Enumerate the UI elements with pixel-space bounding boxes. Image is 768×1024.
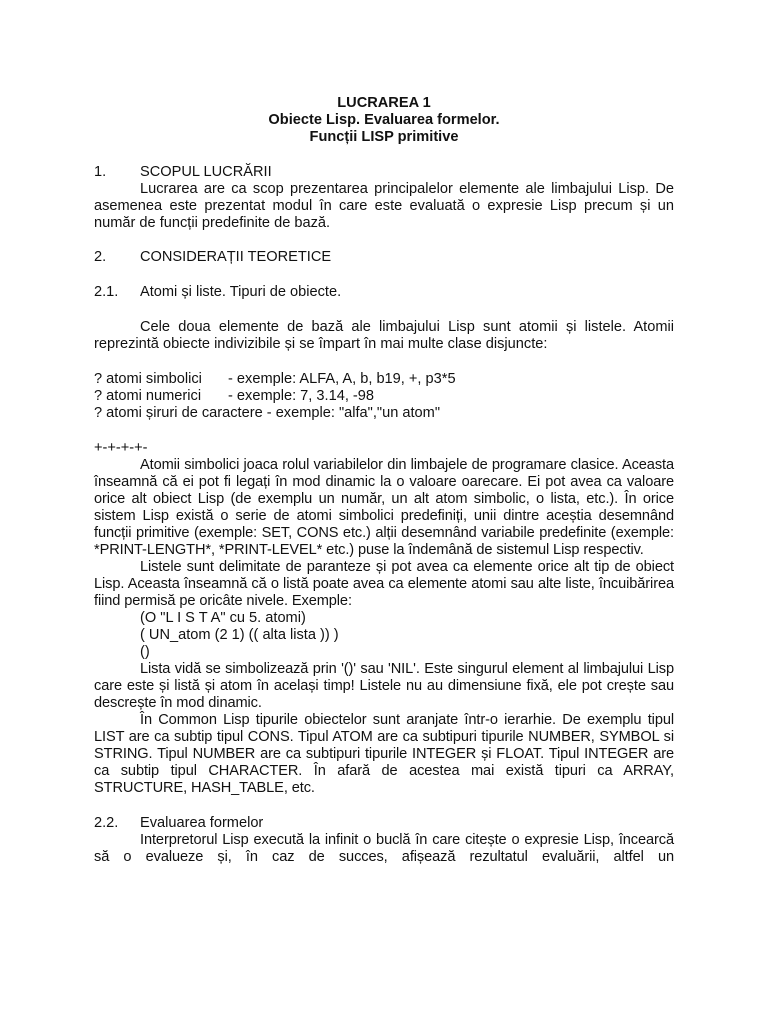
atom-type-name: ? atomi șiruri de caractere bbox=[94, 405, 263, 421]
atom-type-item bbox=[94, 371, 674, 388]
symbolic-atoms-paragraph: Atomii simbolici joaca rolul variabilelor din limbajele de programare clasice. Aceasta înseamnă că ei pot fi legați în mod dinamic la o valoare oarecare. Ei pot avea ca valoare orice alt obiect Lisp (de exemplu un număr, un alt atom simbolic, o lista, etc.). În orice sistem Lisp există o serie de atomi simbolici predefiniți, unii dintre aceștia desemnând funcții primitive (exemple: SET, CONS etc.) alții desemnând variabile predefinite (exemple: *PRINT-LENGTH*, *PRINT-LEVEL* etc.) puse la îndemână de sistemul Lisp respectiv. bbox=[94, 457, 674, 558]
section-title: Atomi și liste. Tipuri de obiecte. bbox=[140, 284, 342, 300]
section-2-1-heading bbox=[94, 284, 674, 301]
types-paragraph: În Common Lisp tipurile obiectelor sunt aranjate într-o ierarhie. De exemplu tipul LIST are ca subtip tipul CONS. Tipul ATOM are ca subtipuri tipurile NUMBER, SYMBOL si STRING. Tipul NUMBER are ca subtipuri tipurile INTEGER și FLOAT. Tipul INTEGER are ca subtip tipul CHARACTER. În afară de acestea mai există tipuri ca ARRAY, STRUCTURE, HASH_TABLE, etc. bbox=[94, 712, 674, 796]
atoms-intro-paragraph: Cele doua elemente de bază ale limbajului Lisp sunt atomii și listele. Atomii reprezintă obiecte indivizibile și se împart în mai multe clase disjuncte: bbox=[94, 319, 674, 352]
section-title: Evaluarea formelor bbox=[140, 815, 264, 831]
atom-type-desc: - exemple: 7, 3.14, -98 bbox=[228, 388, 375, 404]
list-example: ( UN_atom (2 1) (( alta lista )) ) bbox=[140, 627, 339, 643]
document-subtitle: Obiecte Lisp. Evaluarea formelor. bbox=[268, 112, 500, 128]
document-subtitle-functions: Funcții LISP primitive bbox=[309, 129, 459, 145]
section-2-heading bbox=[94, 249, 674, 266]
atom-type-desc: - exemple: ALFA, A, b, b19, +, p3*5 bbox=[228, 371, 456, 387]
document-page bbox=[94, 95, 674, 866]
section-number: 2.1. bbox=[94, 284, 119, 300]
section-number: 1. bbox=[94, 164, 107, 180]
section-1-paragraph: Lucrarea are ca scop prezentarea principalelor elemente ale limbajului Lisp. De asemenea este prezentat modul în care este evaluată o expresie Lisp precum și un număr de funcții predefinite de bază. bbox=[94, 181, 674, 231]
section-1-heading bbox=[94, 164, 674, 181]
atom-type-name: ? atomi simbolici bbox=[94, 371, 202, 387]
document-title: LUCRAREA 1 bbox=[337, 95, 431, 111]
section-number: 2.2. bbox=[94, 815, 119, 831]
section-number: 2. bbox=[94, 249, 107, 265]
atom-type-desc: - exemple: "alfa","un atom" bbox=[262, 405, 440, 421]
list-example: () bbox=[140, 644, 150, 660]
section-title: CONSIDERAȚII TEORETICE bbox=[140, 249, 332, 265]
section-2-2-heading bbox=[94, 815, 674, 832]
list-example: (O "L I S T A" cu 5. atomi) bbox=[140, 610, 306, 626]
lists-paragraph: Listele sunt delimitate de paranteze și pot avea ca elemente orice alt tip de obiect Lisp. Aceasta înseamnă că o listă poate avea ca elemente atomi sau alte liste, încuibărirea fiind permisă pe oricâte nivele. Exemple: bbox=[94, 559, 674, 609]
atom-type-item bbox=[94, 405, 674, 422]
atom-type-item bbox=[94, 388, 674, 405]
atom-type-name: ? atomi numerici bbox=[94, 388, 202, 404]
empty-list-paragraph: Lista vidă se simbolizează prin '()' sau 'NIL'. Este singurul element al limbajului Lisp care este și listă și atom în același timp! Listele nu au dimensiune fixă, ele pot crește sau descrește în mod dinamic. bbox=[94, 661, 674, 711]
separator-line: +-+-+-+- bbox=[94, 440, 148, 456]
section-title: SCOPUL LUCRĂRII bbox=[140, 164, 272, 180]
evaluation-paragraph: Interpretorul Lisp execută la infinit o buclă în care citește o expresie Lisp, încearcă să o evalueze și, în caz de succes, afișează rezultatul evaluării, altfel un bbox=[94, 832, 674, 865]
